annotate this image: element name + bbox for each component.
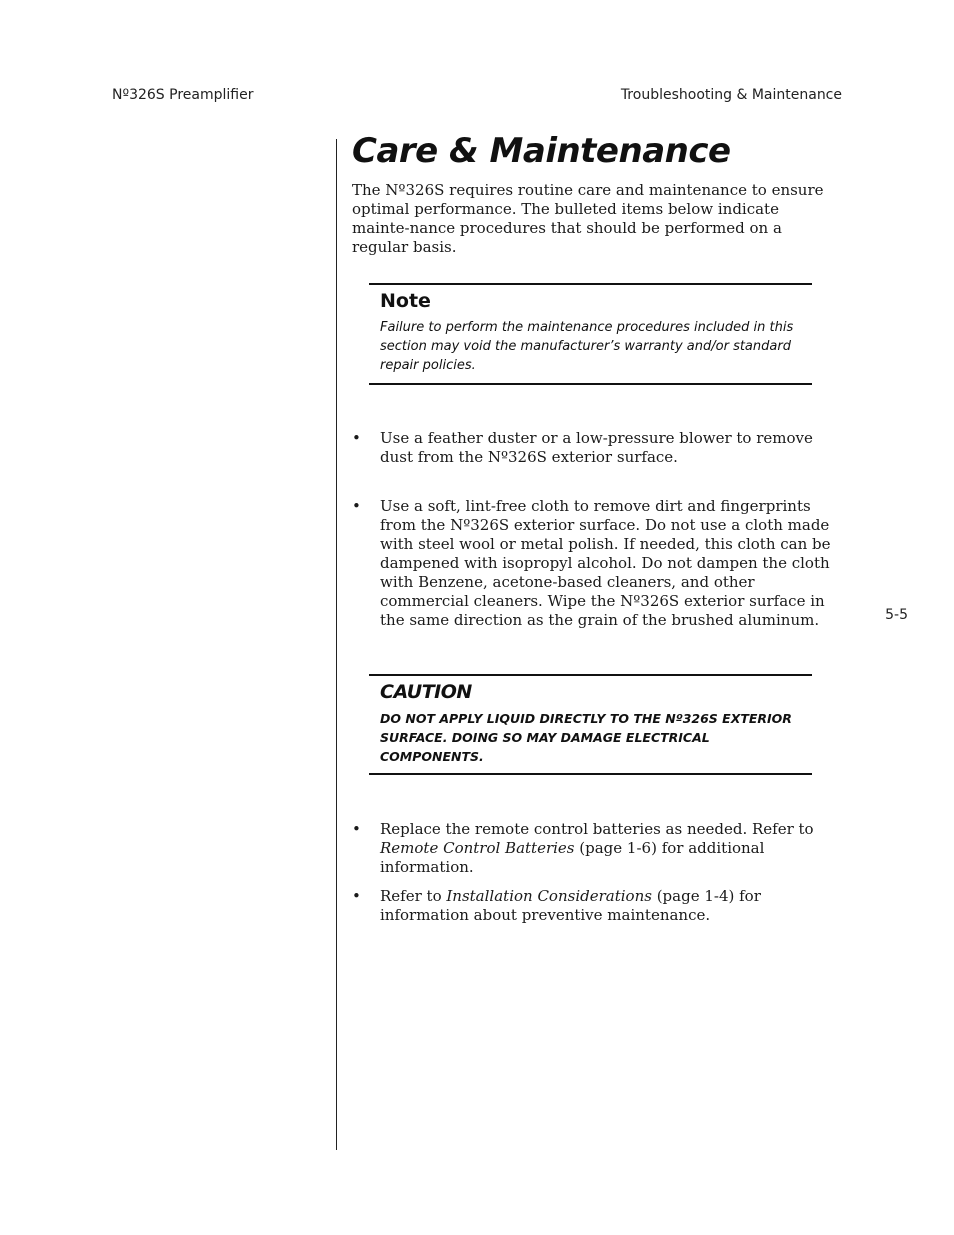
list-item: [352, 820, 838, 877]
bullet-icon: •: [352, 497, 361, 515]
bullet-icon: •: [352, 820, 361, 838]
bullet-icon: •: [352, 887, 361, 905]
intro-paragraph: The Nº326S requires routine care and maintenance to ensure optimal performance. The bulleted items below indicate mainte-nance procedures that should be performed on a regular basis.: [352, 181, 824, 256]
caution-title: CAUTION: [380, 681, 472, 703]
page-title: Care & Maintenance: [352, 131, 731, 171]
list-item-text-pre: Refer to: [380, 887, 447, 905]
list-item-text: Use a soft, lint-free cloth to remove dirt and fingerprints from the Nº326S exterior surface. Do not use a cloth made with steel wool or metal polish. If needed, this cloth can be dampened with isopropyl alcohol. Do not dampen the cloth with Benzene, acetone-based cleaners, and other commercial cleaners. Wipe the Nº326S exterior surface in the same direction as the grain of the brushed aluminum.: [380, 497, 831, 629]
bullet-icon: •: [352, 429, 361, 447]
running-header-right: Troubleshooting & Maintenance: [620, 87, 842, 103]
note-title: Note: [380, 290, 431, 312]
list-item-text-post: (page 1-4) for information about preventive maintenance.: [380, 887, 761, 924]
vertical-rule: [336, 139, 337, 1150]
note-text: Failure to perform the maintenance procedures included in this section may void the manufacturer’s warranty and/or standard repair policies.: [380, 320, 794, 373]
page-number: 5-5: [885, 607, 908, 623]
list-item-text: [380, 887, 838, 925]
caution-box: [369, 674, 812, 775]
list-item: [352, 497, 838, 630]
note-box: [369, 283, 812, 385]
list-item-text: Use a feather duster or a low-pressure blower to remove dust from the Nº326S exterior surface.: [380, 429, 813, 466]
cross-reference-link: Installation Considerations: [446, 887, 652, 905]
list-item: [352, 429, 838, 467]
caution-text: DO NOT APPLY LIQUID DIRECTLY TO THE Nº326S EXTERIOR SURFACE. DOING SO MAY DAMAGE ELECTRICAL COMPONENTS.: [380, 711, 792, 764]
list-item-text: [380, 820, 838, 877]
list-item-text-post: (page 1-6) for additional information.: [380, 839, 765, 876]
running-header-left: Nº326S Preamplifier: [112, 87, 254, 103]
cross-reference-link: Remote Control Batteries: [380, 839, 575, 857]
list-item: [352, 887, 838, 925]
list-item-text-pre: Replace the remote control batteries as needed. Refer to: [380, 820, 814, 838]
